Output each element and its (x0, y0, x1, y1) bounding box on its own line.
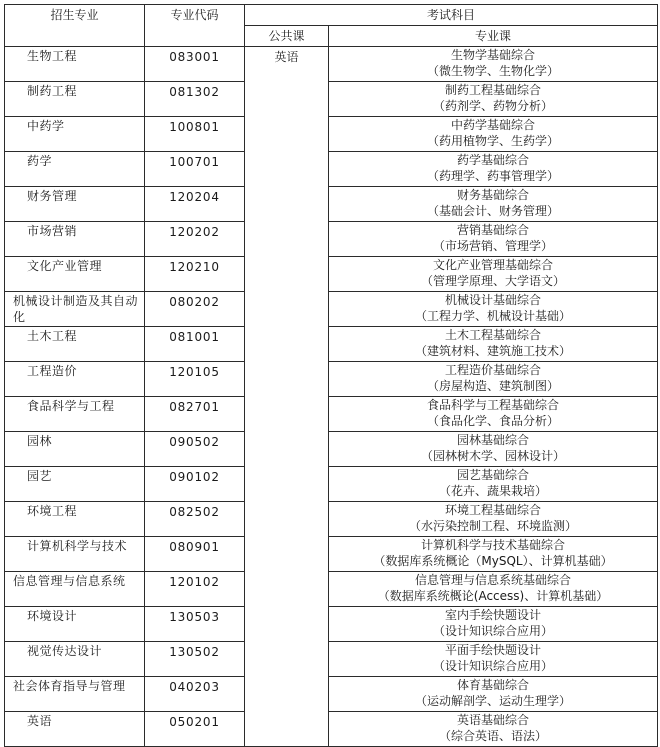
major-cell: 财务管理 (5, 187, 145, 222)
major-cell: 食品科学与工程 (5, 397, 145, 432)
table-row (5, 117, 658, 152)
table-row (5, 572, 658, 607)
header-major: 招生专业 (5, 5, 145, 47)
subject-name: 中药学基础综合 (451, 118, 536, 132)
subject-detail: （数据库系统概论（MySQL）、计算机基础） (373, 554, 613, 568)
professional-course-cell (329, 432, 658, 467)
exam-subjects-table (4, 4, 658, 747)
header-row (5, 5, 658, 26)
major-cell: 机械设计制造及其自动化 (5, 292, 145, 327)
subject-name: 英语基础综合 (457, 713, 530, 727)
professional-course-cell (329, 502, 658, 537)
subject-name: 食品科学与工程基础综合 (427, 398, 560, 412)
subject-name: 室内手绘快题设计 (445, 608, 542, 622)
subject-name: 制药工程基础综合 (445, 83, 542, 97)
header-public-course: 公共课 (245, 26, 329, 47)
code-cell: 130502 (145, 642, 245, 677)
professional-course-cell (329, 712, 658, 747)
header-professional-course: 专业课 (329, 26, 658, 47)
major-cell: 中药学 (5, 117, 145, 152)
table-row (5, 642, 658, 677)
subject-name: 土木工程基础综合 (445, 328, 542, 342)
code-cell: 120210 (145, 257, 245, 292)
professional-course-cell (329, 537, 658, 572)
subject-detail: （药剂学、药物分析） (433, 99, 554, 113)
professional-course-cell (329, 467, 658, 502)
subject-detail: （工程力学、机械设计基础） (415, 309, 572, 323)
table-row (5, 397, 658, 432)
major-cell: 环境工程 (5, 502, 145, 537)
major-cell: 环境设计 (5, 607, 145, 642)
professional-course-cell (329, 362, 658, 397)
code-cell: 090102 (145, 467, 245, 502)
major-cell: 生物工程 (5, 47, 145, 82)
table-row (5, 257, 658, 292)
subject-name: 园林基础综合 (457, 433, 530, 447)
major-cell: 园艺 (5, 467, 145, 502)
code-cell: 082701 (145, 397, 245, 432)
subject-name: 园艺基础综合 (457, 468, 530, 482)
code-cell: 100701 (145, 152, 245, 187)
professional-course-cell (329, 257, 658, 292)
professional-course-cell (329, 47, 658, 82)
code-cell: 120105 (145, 362, 245, 397)
subject-name: 体育基础综合 (457, 678, 530, 692)
professional-course-cell (329, 187, 658, 222)
subject-detail: （园林树木学、园林设计） (421, 449, 566, 463)
subject-detail: （微生物学、生物化学） (427, 64, 560, 78)
subject-detail: （数据库系统概论(Access)、计算机基础） (377, 589, 609, 603)
subject-detail: （药理学、药事管理学） (427, 169, 560, 183)
table-row (5, 677, 658, 712)
header-exam-subjects: 考试科目 (245, 5, 658, 26)
subject-name: 平面手绘快题设计 (445, 643, 542, 657)
professional-course-cell (329, 607, 658, 642)
table-row (5, 327, 658, 362)
subject-name: 财务基础综合 (457, 188, 530, 202)
subject-detail: （市场营销、管理学） (433, 239, 554, 253)
professional-course-cell (329, 292, 658, 327)
table-row (5, 152, 658, 187)
professional-course-cell (329, 327, 658, 362)
major-cell: 市场营销 (5, 222, 145, 257)
code-cell: 080901 (145, 537, 245, 572)
code-cell: 081001 (145, 327, 245, 362)
major-cell: 视觉传达设计 (5, 642, 145, 677)
major-cell: 计算机科学与技术 (5, 537, 145, 572)
subject-detail: （综合英语、语法） (439, 729, 548, 743)
professional-course-cell (329, 117, 658, 152)
code-cell: 050201 (145, 712, 245, 747)
table-row (5, 222, 658, 257)
subject-detail: （设计知识综合应用） (433, 624, 554, 638)
code-cell: 120202 (145, 222, 245, 257)
subject-name: 营销基础综合 (457, 223, 530, 237)
subject-name: 计算机科学与技术基础综合 (421, 538, 566, 552)
subject-detail: （食品化学、食品分析） (427, 414, 560, 428)
subject-detail: （花卉、蔬果栽培） (439, 484, 548, 498)
table-row (5, 467, 658, 502)
code-cell: 081302 (145, 82, 245, 117)
major-cell: 文化产业管理 (5, 257, 145, 292)
table-row (5, 292, 658, 327)
professional-course-cell (329, 397, 658, 432)
table-row (5, 362, 658, 397)
table-row (5, 432, 658, 467)
table-row (5, 607, 658, 642)
subject-detail: （设计知识综合应用） (433, 659, 554, 673)
major-cell: 英语 (5, 712, 145, 747)
major-cell: 园林 (5, 432, 145, 467)
subject-detail: （运动解剖学、运动生理学） (415, 694, 572, 708)
professional-course-cell (329, 642, 658, 677)
major-cell: 制药工程 (5, 82, 145, 117)
subject-name: 机械设计基础综合 (445, 293, 542, 307)
table-row (5, 537, 658, 572)
subject-name: 文化产业管理基础综合 (433, 258, 554, 272)
subject-name: 药学基础综合 (457, 153, 530, 167)
code-cell: 090502 (145, 432, 245, 467)
subject-detail: （药用植物学、生药学） (427, 134, 560, 148)
code-cell: 082502 (145, 502, 245, 537)
code-cell: 083001 (145, 47, 245, 82)
code-cell: 120204 (145, 187, 245, 222)
subject-name: 信息管理与信息系统基础综合 (415, 573, 572, 587)
major-cell: 药学 (5, 152, 145, 187)
code-cell: 080202 (145, 292, 245, 327)
professional-course-cell (329, 572, 658, 607)
major-cell: 工程造价 (5, 362, 145, 397)
table-row (5, 82, 658, 117)
code-cell: 100801 (145, 117, 245, 152)
professional-course-cell (329, 82, 658, 117)
subject-detail: （基础会计、财务管理） (427, 204, 560, 218)
public-course-cell: 英语 (245, 47, 329, 747)
subject-detail: （管理学原理、大学语文） (421, 274, 566, 288)
header-code: 专业代码 (145, 5, 245, 47)
table-row (5, 47, 658, 82)
table-row (5, 187, 658, 222)
subject-name: 生物学基础综合 (451, 48, 536, 62)
code-cell: 040203 (145, 677, 245, 712)
major-cell: 信息管理与信息系统 (5, 572, 145, 607)
table-row (5, 502, 658, 537)
subject-detail: （水污染控制工程、环境监测） (409, 519, 578, 533)
subject-detail: （建筑材料、建筑施工技术） (415, 344, 572, 358)
subject-name: 工程造价基础综合 (445, 363, 542, 377)
professional-course-cell (329, 222, 658, 257)
major-cell: 土木工程 (5, 327, 145, 362)
code-cell: 130503 (145, 607, 245, 642)
professional-course-cell (329, 152, 658, 187)
table-row (5, 712, 658, 747)
subject-name: 环境工程基础综合 (445, 503, 542, 517)
code-cell: 120102 (145, 572, 245, 607)
professional-course-cell (329, 677, 658, 712)
major-cell: 社会体育指导与管理 (5, 677, 145, 712)
subject-detail: （房屋构造、建筑制图） (427, 379, 560, 393)
